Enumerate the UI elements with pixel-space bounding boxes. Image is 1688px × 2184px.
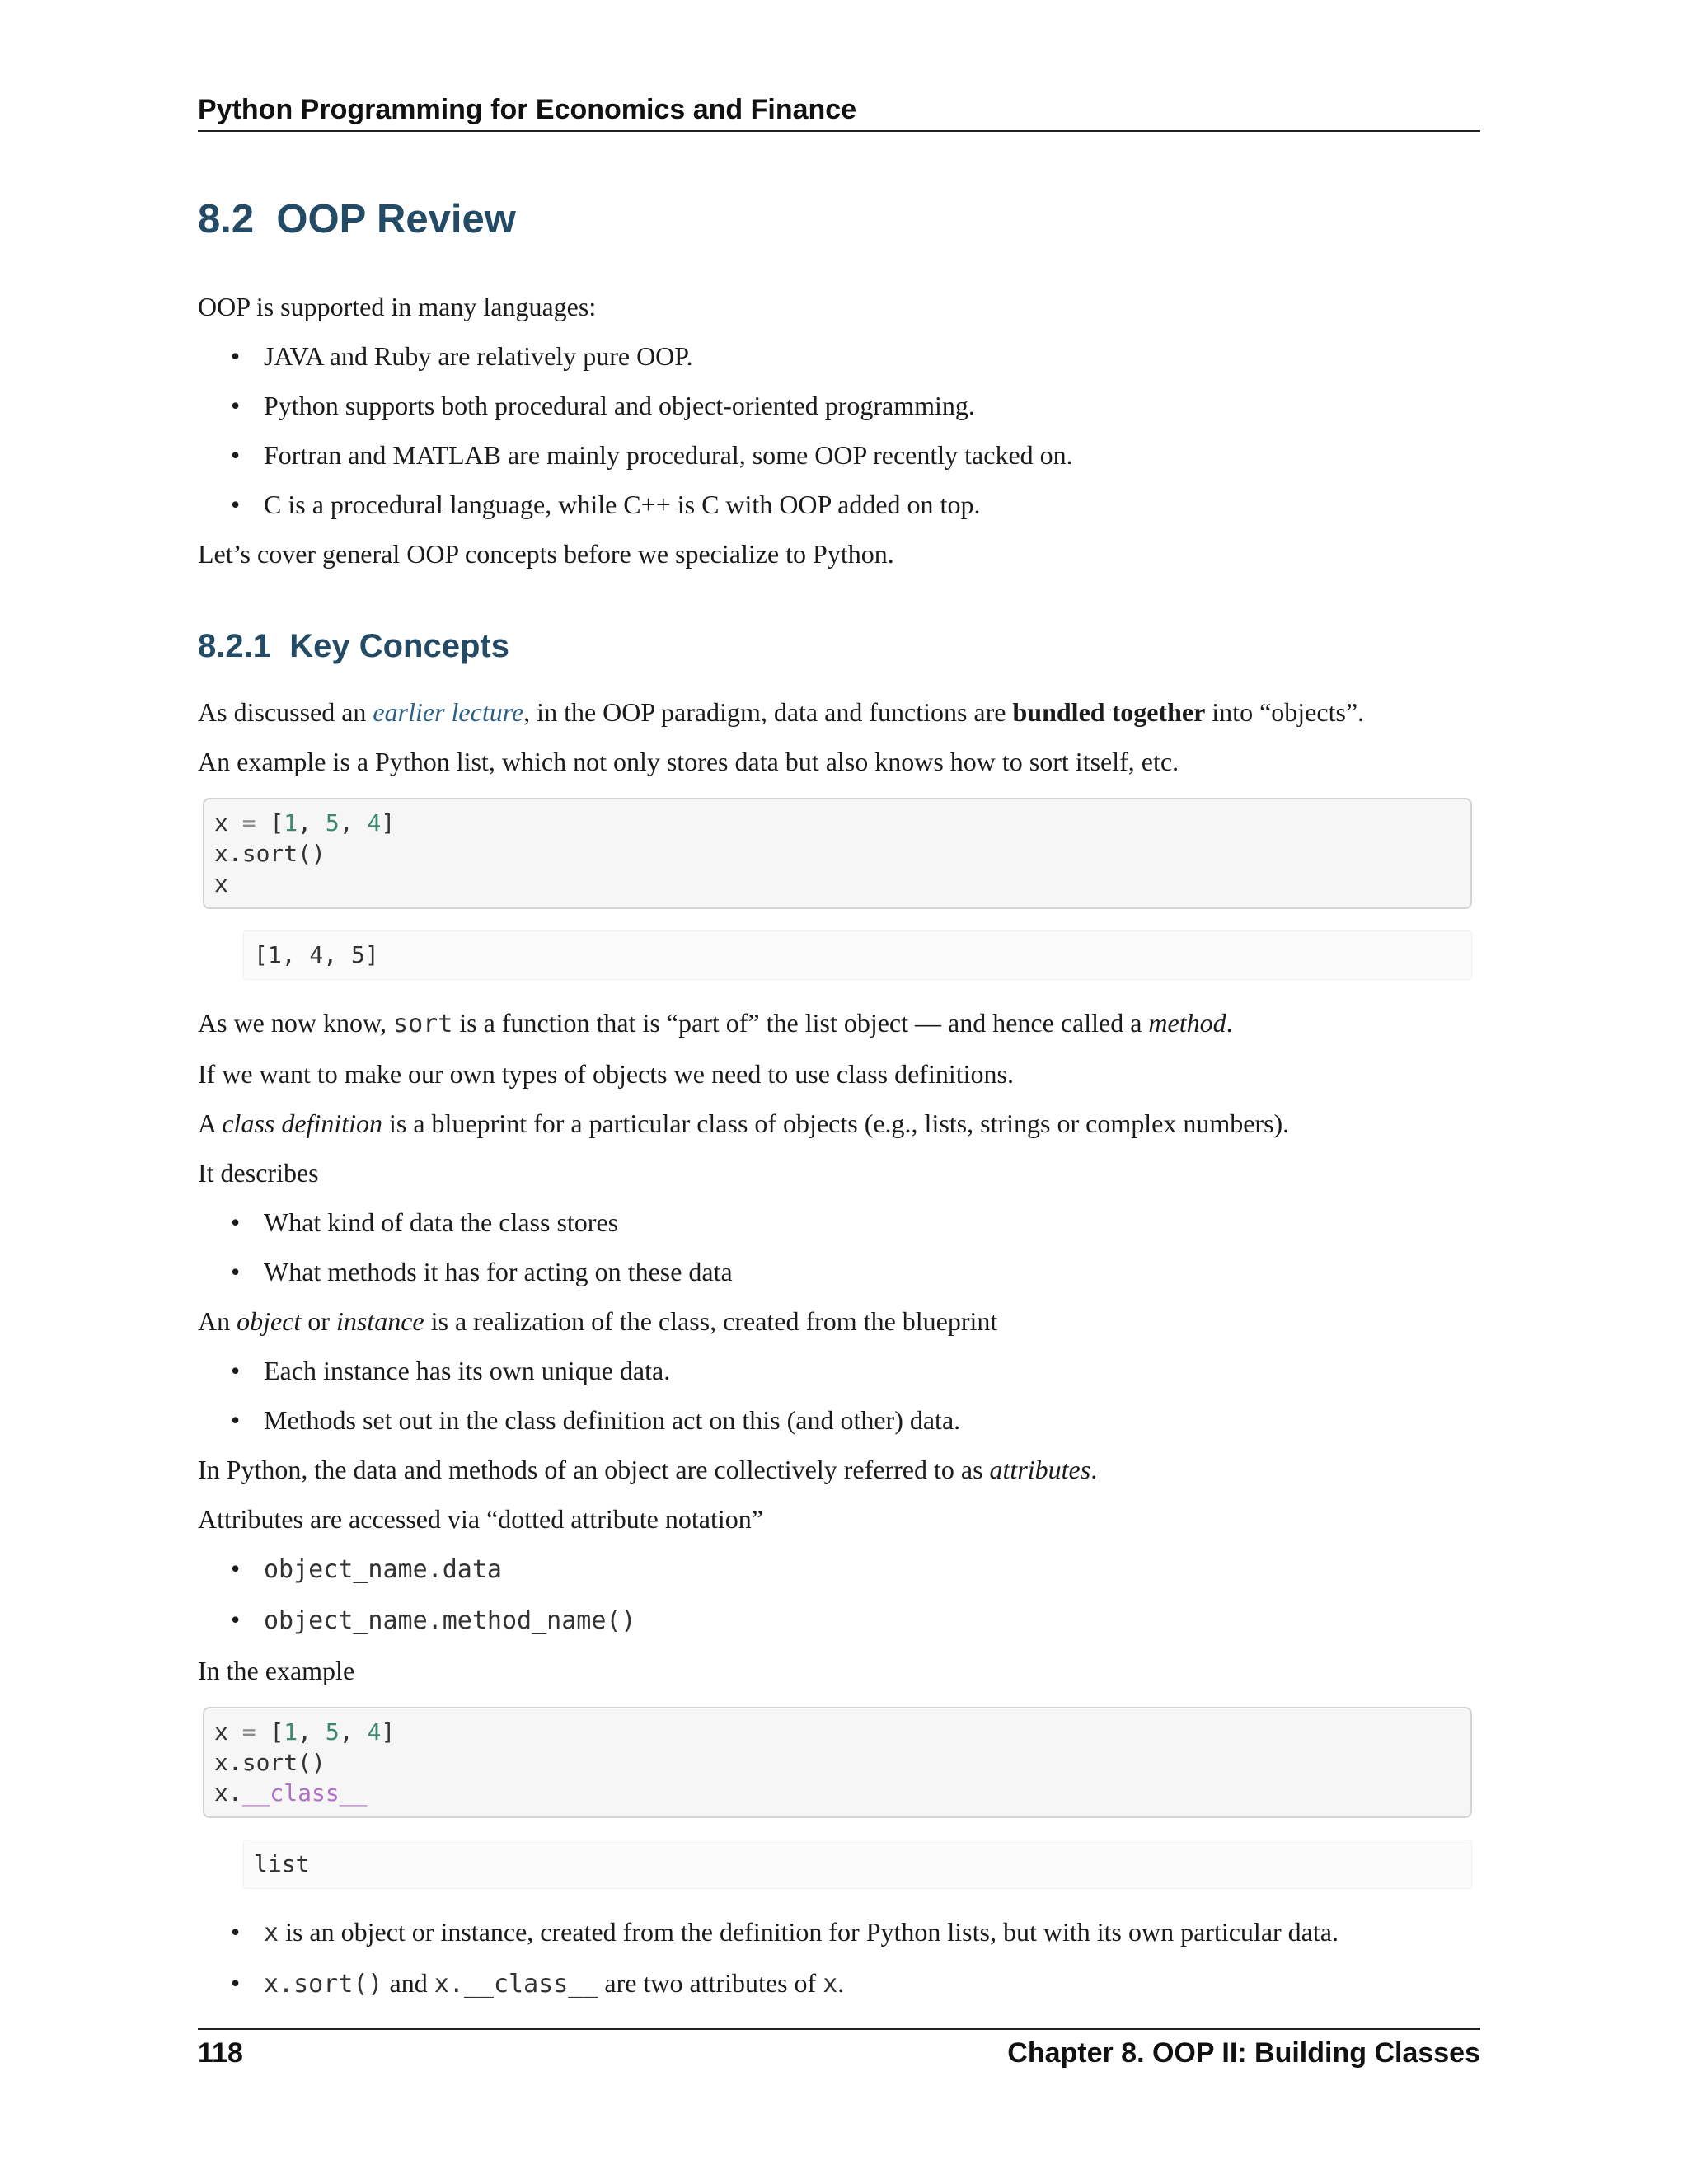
running-footer [198, 2028, 1480, 2071]
text-run: As discussed an [198, 697, 373, 727]
list-item-text: What kind of data the class stores [264, 1207, 619, 1237]
text-run: . [837, 1968, 845, 1998]
inline-code: x [264, 1919, 279, 1947]
list-item: • object_name.method_name() [231, 1605, 636, 1635]
list-item: • C is a procedural language, while C++ is C with OOP added on top. [231, 490, 981, 519]
paragraph-method [198, 998, 1480, 1049]
list-item-text: Fortran and MATLAB are mainly procedural, some OOP recently tacked on. [264, 440, 1073, 470]
text-run: is an object or instance, created from the definition for Python lists, but with its own particular data. [279, 1917, 1339, 1947]
code-line: x.__class__ [214, 1779, 368, 1807]
text-run: . [1090, 1455, 1098, 1484]
paragraph-describes: It describes [198, 1158, 319, 1188]
document-page [198, 0, 1480, 2184]
text-run: As we now know, [198, 1008, 394, 1038]
paragraph-attributes [198, 1445, 1480, 1494]
list-item: • What kind of data the class stores [231, 1207, 619, 1237]
italic-text: instance [335, 1306, 424, 1336]
list-item: • x is an object or instance, created from the definition for Python lists, but with its own particular data. [231, 1917, 1339, 1947]
page-body [198, 188, 1480, 2009]
bold-text: bundled together [1012, 697, 1206, 727]
text-run: into “objects”. [1205, 697, 1365, 727]
notation-list [198, 1544, 1480, 1646]
list-item-text: Methods set out in the class definition act on this (and other) data. [264, 1405, 961, 1435]
paragraph-in-the-example: In the example [198, 1656, 355, 1685]
code-cell[interactable] [203, 798, 1472, 909]
list-item: • object_name.data [231, 1554, 502, 1584]
list-item: • Each instance has its own unique data. [231, 1356, 671, 1385]
list-item-text: What methods it has for acting on these data [264, 1257, 733, 1286]
italic-text: attributes [989, 1455, 1091, 1484]
page-number: 118 [198, 2037, 243, 2069]
text-run: is a realization of the class, created from the blueprint [424, 1306, 998, 1336]
text-run: or [301, 1306, 336, 1336]
paragraph-blueprint [198, 1099, 1480, 1148]
code-line: x.sort() [214, 1749, 326, 1776]
code-line: x [214, 870, 228, 898]
output-line: list [254, 1850, 310, 1877]
inline-code: x [823, 1970, 838, 1999]
text-run: is a function that is “part of” the list object — and hence called a [452, 1008, 1149, 1038]
subsection-heading [198, 623, 1480, 669]
instance-list [198, 1346, 1480, 1445]
section-title: OOP Review [276, 197, 516, 241]
languages-list [198, 331, 1480, 529]
section-heading [198, 188, 1480, 251]
paragraph-bundled [198, 687, 1480, 737]
inline-code: object_name.method_name() [264, 1606, 636, 1635]
code-line: x.sort() [214, 840, 326, 867]
paragraph-class-definitions: If we want to make our own types of objects we need to use class definitions. [198, 1059, 1014, 1089]
section-outro: Let’s cover general OOP concepts before we specialize to Python. [198, 539, 894, 569]
subsection-number: 8.2.1 [198, 628, 271, 664]
list-item-text: C is a procedural language, while C++ is C with OOP added on top. [264, 490, 981, 519]
book-title: Python Programming for Economics and Finance [198, 94, 857, 125]
output-cell [243, 1840, 1472, 1889]
list-item: • Methods set out in the class definition act on this (and other) data. [231, 1405, 961, 1435]
italic-text: method [1148, 1008, 1226, 1038]
code-line: x = [1, 5, 4] [214, 809, 396, 837]
section-intro: OOP is supported in many languages: [198, 292, 597, 321]
text-run: A [198, 1108, 223, 1138]
paragraph-instance [198, 1296, 1480, 1346]
text-run: . [1226, 1008, 1233, 1038]
inline-code: x.sort() [264, 1970, 383, 1999]
section-number: 8.2 [198, 197, 255, 241]
list-item-text: Python supports both procedural and object-oriented programming. [264, 391, 975, 420]
earlier-lecture-link[interactable]: earlier lecture [373, 697, 524, 727]
list-item: • Fortran and MATLAB are mainly procedural, some OOP recently tacked on. [231, 440, 1073, 470]
italic-text: object [237, 1306, 302, 1336]
list-item-text: Each instance has its own unique data. [264, 1356, 671, 1385]
chapter-title: Chapter 8. OOP II: Building Classes [1007, 2037, 1480, 2069]
describes-list [198, 1197, 1480, 1296]
text-run: , in the OOP paradigm, data and functions are [523, 697, 1013, 727]
inline-code: object_name.data [264, 1555, 502, 1584]
code-cell[interactable] [203, 1707, 1472, 1818]
text-run: is a blueprint for a particular class of objects (e.g., lists, strings or complex numbers). [382, 1108, 1290, 1138]
list-item: • Python supports both procedural and object-oriented programming. [231, 391, 975, 420]
inline-code: x.__class__ [434, 1970, 598, 1999]
running-header [198, 92, 1480, 132]
paragraph-dotted-notation: Attributes are accessed via “dotted attribute notation” [198, 1504, 763, 1534]
italic-text: class definition [222, 1108, 382, 1138]
text-run: are two attributes of [598, 1968, 823, 1998]
paragraph-list-example: An example is a Python list, which not only stores data but also knows how to sort itself, etc. [198, 747, 1179, 776]
attributes-summary-list [198, 1907, 1480, 2009]
text-run: In Python, the data and methods of an object are collectively referred to as [198, 1455, 990, 1484]
list-item: • What methods it has for acting on these data [231, 1257, 733, 1286]
list-item: • x.sort() and x.__class__ are two attributes of x. [231, 1968, 845, 1999]
subsection-title: Key Concepts [289, 628, 509, 664]
list-item: • JAVA and Ruby are relatively pure OOP. [231, 341, 693, 371]
text-run: and [382, 1968, 434, 1998]
list-item-text: JAVA and Ruby are relatively pure OOP. [264, 341, 693, 371]
output-cell [243, 930, 1472, 980]
output-line: [1, 4, 5] [254, 941, 379, 968]
code-line: x = [1, 5, 4] [214, 1718, 396, 1746]
text-run: An [198, 1306, 237, 1336]
inline-code: sort [393, 1010, 453, 1038]
